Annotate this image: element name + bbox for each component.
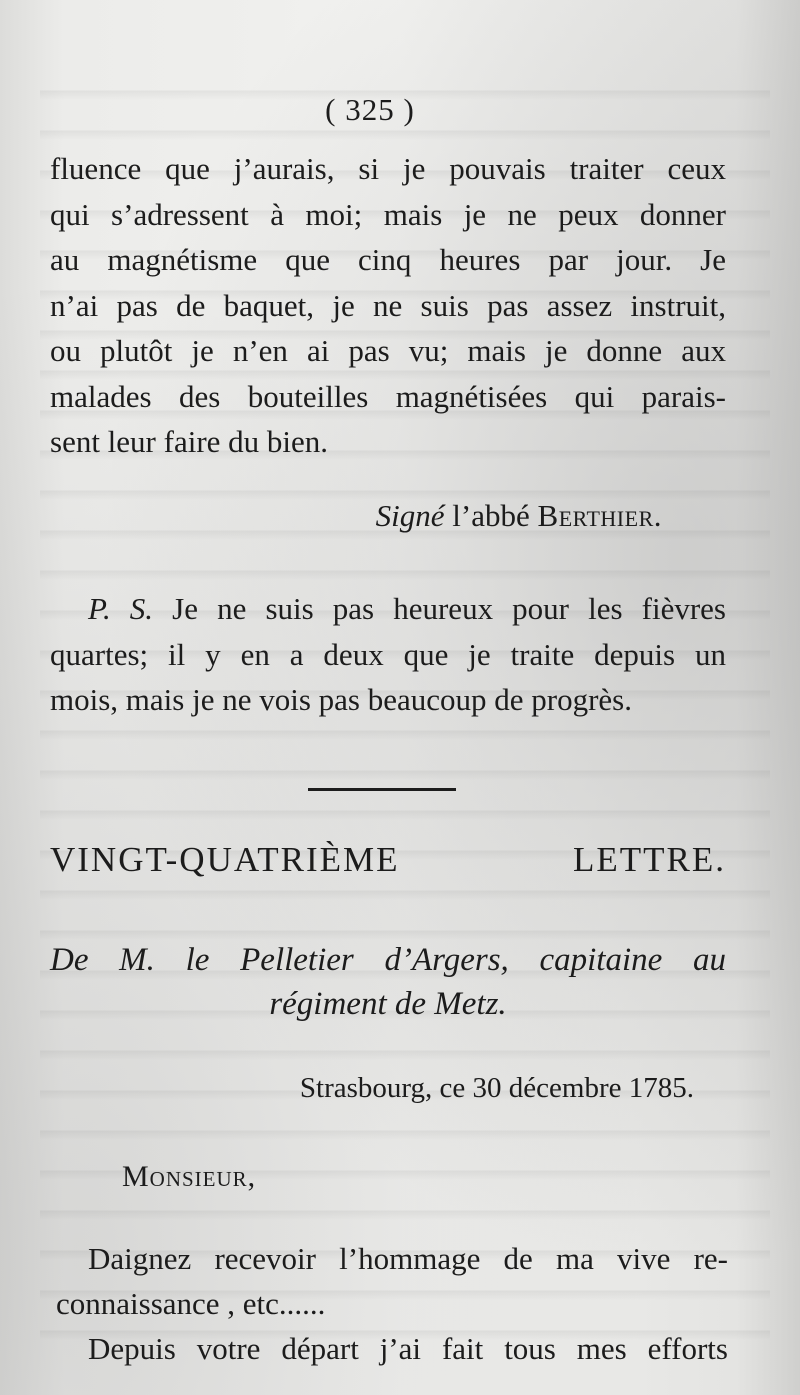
letter-heading: VINGT-QUATRIÈME LETTRE.	[50, 840, 726, 879]
place-date-line: Strasbourg, ce 30 décembre 1785.	[299, 1072, 694, 1104]
postscript-text: Je ne suis pas heureux pour les fièvres	[172, 591, 726, 626]
text-line: ou plutôt je n’en ai pas vu; mais je donne aux	[50, 333, 726, 368]
text-line: au magnétisme que cinq heures par jour. Je	[50, 242, 726, 277]
signature-name: Berthier.	[537, 498, 662, 533]
page-number: ( 325 )	[325, 92, 415, 127]
text-line: n’ai pas de baquet, je ne suis pas assez instruit,	[50, 287, 726, 323]
text-line: connaissance , etc......	[56, 1286, 326, 1321]
sender-line: régiment de Metz.	[269, 986, 507, 1022]
postscript-paragraph	[50, 586, 726, 723]
letter-body-paragraph	[56, 1236, 728, 1371]
signed-label: Signé	[375, 498, 445, 533]
text-line: qui s’adressent à moi; mais je ne peux donner	[50, 196, 726, 232]
postscript-label: P. S.	[88, 591, 154, 626]
salutation: Monsieur,	[122, 1160, 257, 1193]
text-line: Depuis votre départ j’ai fait tous mes efforts	[88, 1331, 728, 1366]
section-divider	[308, 788, 456, 791]
letter-sender	[50, 938, 726, 1026]
signature-line	[376, 498, 662, 534]
text-line: Daignez recevoir l’hommage de ma vive re-	[88, 1241, 728, 1276]
text-line: sent leur faire du bien.	[50, 424, 329, 459]
text-line: malades des bouteilles magnétisées qui parais-	[50, 378, 726, 414]
text-line: fluence que j’aurais, si je pouvais traiter ceux	[50, 151, 726, 186]
text-line	[50, 586, 726, 632]
text-line: quartes; il y en a deux que je traite depuis un	[50, 636, 726, 672]
sender-line: De M. le Pelletier d’Argers, capitaine au	[50, 942, 726, 978]
text-line: mois, mais je ne vois pas beaucoup de progrès.	[50, 682, 632, 717]
signature-prefix: l’abbé	[452, 498, 530, 533]
letter-body-paragraph	[50, 146, 726, 465]
